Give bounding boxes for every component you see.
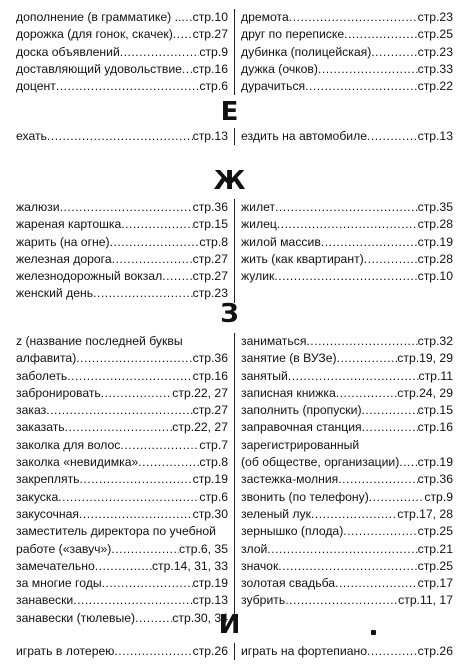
leader-dots	[120, 437, 199, 454]
leader-dots	[367, 643, 418, 660]
entry-page-ref: стр.6, 35	[179, 541, 228, 556]
entry-page-ref: стр.21	[417, 541, 453, 556]
entry-page-ref: стр.23	[417, 10, 453, 24]
entry-term: дорожка (для гонок, скачек)	[16, 27, 173, 42]
leader-dots	[67, 368, 192, 385]
entry-term: заполнить (пропуски)	[241, 403, 362, 418]
right-column	[235, 333, 453, 627]
entry-term: зернышко (плода)	[241, 524, 344, 539]
entry-page-ref: стр.25	[417, 524, 453, 539]
entry-page-ref: стр.27	[192, 251, 228, 266]
entry-term: ездить на автомобиле	[241, 129, 368, 143]
leader-dots	[337, 350, 398, 367]
index-entry	[16, 592, 228, 609]
index-entry	[241, 78, 453, 95]
entry-page-ref: стр.22, 27	[172, 385, 228, 400]
index-entry	[241, 523, 453, 540]
index-entry	[241, 128, 453, 145]
entry-term: золотая свадьба	[241, 576, 336, 591]
index-entry	[16, 454, 228, 471]
entry-term: железная дорога	[16, 251, 112, 266]
index-entry	[241, 199, 453, 216]
entry-term: дубинка (полицейская)	[241, 44, 372, 59]
entry-term: друг по переписке	[241, 27, 345, 42]
index-entry	[241, 333, 453, 350]
entry-term: звонить (по телефону)	[241, 489, 369, 504]
left-column	[16, 128, 235, 145]
leader-dots	[56, 78, 200, 95]
leader-dots	[338, 471, 417, 488]
entry-page-ref: стр.17	[417, 576, 453, 591]
leader-dots	[274, 268, 417, 285]
entry-page-ref: стр.19	[192, 576, 228, 591]
entry-term: работе («завуч»)	[16, 541, 112, 556]
leader-dots	[47, 128, 193, 145]
index-entry	[241, 251, 453, 268]
entry-term: закреплять	[16, 472, 80, 487]
index-entry	[241, 575, 453, 592]
leader-dots	[173, 26, 193, 43]
entry-page-ref: стр.13	[192, 129, 228, 143]
index-entry	[16, 234, 228, 251]
entry-page-ref: стр.13	[192, 593, 228, 608]
entry-term: жилец	[241, 217, 277, 232]
index-entry	[241, 592, 453, 609]
entry-term: дужка (очков)	[241, 61, 318, 76]
index-entry	[16, 44, 228, 61]
entry-term: заправочная станция	[241, 420, 362, 435]
entry-page-ref: стр.11, 17	[398, 593, 453, 608]
entry-term: играть на фортепиано	[241, 644, 367, 658]
entry-term: жить (как квартирант)	[241, 251, 364, 266]
entry-term: за многие годы	[16, 576, 102, 591]
leader-dots	[79, 506, 193, 523]
entry-term: значок	[241, 558, 279, 573]
entry-page-ref: стр.33	[417, 61, 453, 76]
index-entry	[241, 541, 453, 558]
leader-dots	[95, 558, 152, 575]
entry-term: железнодорожный вокзал	[16, 269, 163, 284]
index-entry	[16, 402, 228, 419]
entry-page-ref: стр.27	[192, 403, 228, 418]
index-entry	[241, 61, 453, 78]
leader-dots	[138, 454, 199, 471]
entry-page-ref: стр.32	[417, 334, 453, 348]
leader-dots	[362, 419, 418, 436]
index-entry	[16, 199, 228, 216]
entry-page-ref: стр.9	[199, 44, 228, 59]
index-entry	[16, 471, 228, 488]
entry-page-ref: стр.36	[192, 351, 228, 366]
section-letter-e: Е	[220, 97, 239, 127]
entry-page-ref: стр.27	[192, 27, 228, 42]
leader-dots	[65, 419, 173, 436]
leader-dots	[112, 251, 193, 268]
entry-term: заколка «невидимка»	[16, 455, 139, 470]
entry-term: застежка-молния	[241, 472, 339, 487]
entry-page-ref: стр.26	[192, 644, 228, 658]
index-entry	[241, 368, 453, 385]
entry-page-ref: стр.10	[417, 269, 453, 284]
entry-term: доцент	[16, 79, 56, 94]
entry-term: дурачиться	[241, 79, 306, 94]
entry-page-ref: стр.23	[192, 286, 228, 301]
entry-page-ref: стр.25	[417, 27, 453, 42]
index-entry	[241, 489, 453, 506]
index-entry	[16, 9, 228, 26]
entry-page-ref: стр.35	[417, 200, 453, 214]
entry-term: занавески (тюлевые)	[16, 610, 136, 625]
leader-dots	[371, 44, 417, 61]
leader-dots	[336, 385, 398, 402]
entry-term: женский день	[16, 286, 94, 301]
entry-page-ref: стр.8	[199, 455, 228, 470]
entry-page-ref: стр.19	[417, 455, 453, 470]
index-entry	[241, 558, 453, 575]
leader-dots	[362, 402, 418, 419]
leader-dots	[288, 368, 419, 385]
entry-term: занятый	[241, 368, 288, 383]
left-column	[16, 9, 235, 95]
entry-term: (об обществе, организации)	[241, 455, 400, 470]
entry-term: жилой массив	[241, 234, 321, 249]
index-entry	[16, 251, 228, 268]
entry-term: заболеть	[16, 368, 68, 383]
index-entry	[241, 454, 453, 471]
index-entry	[16, 216, 228, 233]
entry-page-ref: стр.7	[199, 437, 228, 452]
leader-dots	[76, 350, 192, 367]
entry-term: закуска	[16, 489, 59, 504]
index-entry	[241, 26, 453, 43]
entry-page-ref: стр.28	[417, 217, 453, 232]
leader-dots	[120, 44, 200, 61]
entry-term: заколка для волос	[16, 437, 121, 452]
leader-dots	[46, 402, 192, 419]
index-entry	[16, 541, 228, 558]
index-entry	[16, 333, 228, 350]
entry-term: забронировать	[16, 385, 101, 400]
index-entry	[16, 643, 228, 660]
entry-term: жареная картошка	[16, 217, 122, 232]
entry-page-ref: стр.23	[417, 44, 453, 59]
leader-dots	[80, 471, 193, 488]
index-entry	[16, 128, 228, 145]
entry-term: жилет	[241, 200, 276, 214]
leader-dots	[399, 454, 417, 471]
leader-dots	[285, 592, 398, 609]
entry-term: заказ	[16, 403, 47, 418]
leader-dots	[367, 128, 418, 145]
left-column	[16, 333, 235, 627]
entry-page-ref: стр.22	[417, 79, 453, 94]
entry-page-ref: стр.26	[417, 644, 453, 658]
entry-page-ref: стр.16	[417, 420, 453, 435]
leader-dots	[182, 61, 193, 78]
index-entry	[16, 26, 228, 43]
entry-term: жалюзи	[16, 200, 60, 214]
section-zh	[16, 199, 453, 303]
index-entry	[16, 523, 228, 540]
section-letter-i: И	[218, 610, 241, 640]
entry-term: зарегистрированный	[241, 437, 360, 452]
entry-term: жарить (на огне)	[16, 234, 110, 249]
leader-dots	[110, 234, 200, 251]
index-entry	[16, 350, 228, 367]
index-entry	[241, 268, 453, 285]
leader-dots	[305, 78, 417, 95]
leader-dots	[318, 61, 418, 78]
entry-page-ref: стр.30, 34	[172, 610, 228, 625]
leader-dots	[58, 489, 199, 506]
entry-page-ref: стр.13	[417, 129, 453, 143]
right-column	[235, 643, 453, 660]
index-entry	[241, 216, 453, 233]
entry-term: алфавита)	[16, 351, 77, 366]
leader-dots	[306, 333, 417, 350]
entry-page-ref: стр.25	[417, 558, 453, 573]
entry-page-ref: стр.22, 27	[172, 420, 228, 435]
leader-dots	[102, 575, 193, 592]
index-entry	[16, 506, 228, 523]
entry-term: зеленый лук	[241, 506, 311, 521]
leader-dots	[277, 216, 418, 233]
left-column	[16, 199, 235, 303]
index-entry	[241, 350, 453, 367]
index-entry	[241, 402, 453, 419]
index-entry	[16, 575, 228, 592]
index-entry	[16, 558, 228, 575]
entry-page-ref: стр.9	[424, 489, 453, 504]
entry-page-ref: стр.19, 29	[397, 351, 453, 366]
entry-page-ref: стр.28	[417, 251, 453, 266]
entry-page-ref: стр.19	[192, 472, 228, 487]
right-column	[235, 9, 453, 95]
entry-term: занавески	[16, 593, 74, 608]
leader-dots	[162, 268, 192, 285]
entry-page-ref: стр.10	[192, 10, 228, 24]
section-letter-z: З	[220, 299, 239, 329]
entry-term: жулик	[241, 269, 275, 284]
leader-dots	[267, 541, 417, 558]
entry-term: играть в лотерею	[16, 644, 115, 658]
index-entry	[16, 437, 228, 454]
entry-page-ref: стр.19	[417, 234, 453, 249]
right-column	[235, 128, 453, 145]
index-entry	[16, 385, 228, 402]
section-d-continued	[16, 9, 453, 95]
leader-dots	[275, 199, 418, 216]
leader-dots	[111, 541, 179, 558]
index-entry	[241, 44, 453, 61]
leader-dots	[114, 643, 192, 660]
entry-page-ref: стр.16	[192, 368, 228, 383]
section-i	[16, 643, 453, 660]
entry-page-ref: стр.24, 29	[397, 385, 453, 400]
entry-page-ref: стр.15	[192, 217, 228, 232]
entry-term: злой	[241, 541, 268, 556]
entry-term: ехать	[16, 129, 47, 143]
entry-term: заместитель директора по учебной	[16, 524, 216, 539]
leader-dots	[364, 251, 418, 268]
leader-dots	[311, 506, 397, 523]
left-column	[16, 643, 235, 660]
entry-page-ref: стр.16	[192, 61, 228, 76]
index-entry	[16, 78, 228, 95]
index-entry	[241, 506, 453, 523]
index-entry	[241, 385, 453, 402]
section-e	[16, 128, 453, 145]
leader-dots	[343, 523, 417, 540]
leader-dots	[369, 489, 425, 506]
index-entry	[16, 489, 228, 506]
index-entry	[16, 61, 228, 78]
leader-dots	[321, 234, 418, 251]
entry-page-ref: стр.30	[192, 506, 228, 521]
entry-term: z (название последней буквы	[16, 334, 183, 348]
entry-term: доска объявлений	[16, 44, 120, 59]
entry-page-ref: стр.27	[192, 269, 228, 284]
entry-term: занятие (в ВУЗе)	[241, 351, 337, 366]
entry-page-ref: стр.11	[418, 368, 453, 383]
entry-term: заниматься	[241, 334, 307, 348]
entry-page-ref: стр.6	[199, 489, 228, 504]
entry-term: зубрить	[241, 593, 286, 608]
entry-page-ref: стр.36	[192, 200, 228, 214]
index-entry	[16, 268, 228, 285]
section-z	[16, 333, 453, 627]
leader-dots	[181, 9, 192, 26]
entry-page-ref: стр.36	[417, 472, 453, 487]
entry-term: заказать	[16, 420, 65, 435]
index-entry	[241, 471, 453, 488]
leader-dots	[344, 26, 417, 43]
index-entry	[241, 9, 453, 26]
entry-term: доставляющий удовольствие	[16, 61, 182, 76]
entry-page-ref: стр.17, 28	[397, 506, 453, 521]
entry-page-ref: стр.14, 31, 33	[151, 558, 228, 573]
leader-dots	[289, 9, 418, 26]
entry-page-ref: стр.15	[417, 403, 453, 418]
index-entry	[241, 419, 453, 436]
leader-dots	[278, 558, 417, 575]
index-entry	[16, 419, 228, 436]
entry-term: замечательно	[16, 558, 95, 573]
index-entry	[16, 368, 228, 385]
leader-dots	[73, 592, 192, 609]
section-letter-zh: Ж	[213, 166, 246, 196]
index-entry	[241, 234, 453, 251]
ink-speck-mark	[371, 630, 376, 635]
entry-page-ref: стр.6	[199, 79, 228, 94]
right-column	[235, 199, 453, 303]
leader-dots	[121, 216, 192, 233]
entry-term: дремота	[241, 10, 289, 24]
leader-dots	[101, 385, 172, 402]
leader-dots	[60, 199, 193, 216]
entry-term: дополнение (в грамматике) ..	[16, 10, 182, 24]
entry-page-ref: стр.8	[199, 234, 228, 249]
leader-dots	[335, 575, 418, 592]
index-entry	[241, 437, 453, 454]
entry-term: закусочная	[16, 506, 79, 521]
entry-term: записная книжка	[241, 385, 336, 400]
index-entry	[241, 643, 453, 660]
